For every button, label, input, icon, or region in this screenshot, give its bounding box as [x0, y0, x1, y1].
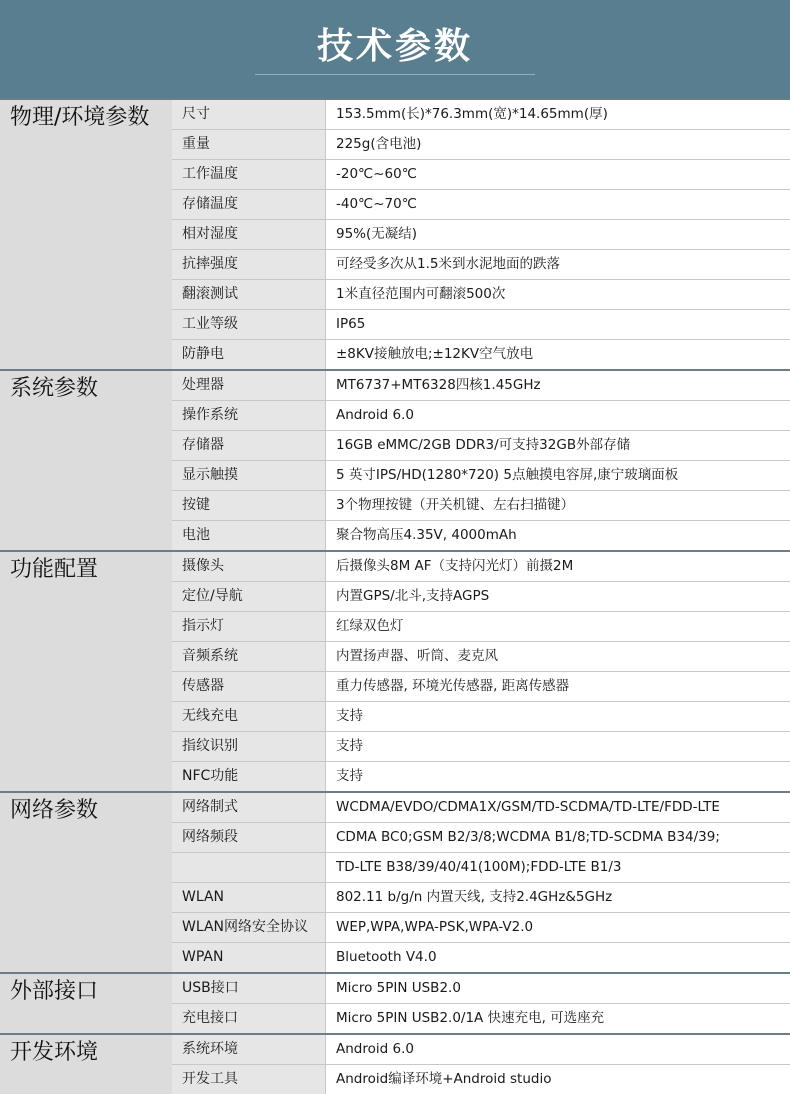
spec-key: 网络频段 — [172, 823, 326, 852]
spec-row — [172, 883, 790, 913]
spec-value: 225g(含电池) — [326, 130, 790, 159]
spec-row — [172, 642, 790, 672]
group-rows — [172, 552, 790, 791]
spec-key: 电池 — [172, 521, 326, 550]
spec-value: 重力传感器, 环境光传感器, 距离传感器 — [326, 672, 790, 701]
spec-value: 支持 — [326, 702, 790, 731]
spec-row — [172, 310, 790, 340]
spec-row — [172, 100, 790, 130]
spec-value: Micro 5PIN USB2.0/1A 快速充电, 可选座充 — [326, 1004, 790, 1033]
spec-group — [0, 98, 790, 369]
spec-value: WEP,WPA,WPA-PSK,WPA-V2.0 — [326, 913, 790, 942]
spec-value: 16GB eMMC/2GB DDR3/可支持32GB外部存储 — [326, 431, 790, 460]
spec-value: ±8KV接触放电;±12KV空气放电 — [326, 340, 790, 369]
group-label: 功能配置 — [0, 552, 172, 791]
page-title: 技术参数 — [316, 26, 473, 67]
spec-group — [0, 550, 790, 791]
spec-key: 按键 — [172, 491, 326, 520]
spec-key: 重量 — [172, 130, 326, 159]
spec-key: 操作系统 — [172, 401, 326, 430]
spec-row — [172, 672, 790, 702]
spec-group — [0, 369, 790, 550]
spec-value: 支持 — [326, 732, 790, 761]
spec-row — [172, 793, 790, 823]
group-label: 网络参数 — [0, 793, 172, 972]
spec-key: 显示触摸 — [172, 461, 326, 490]
spec-value: IP65 — [326, 310, 790, 339]
spec-key — [172, 853, 326, 882]
spec-key: 防静电 — [172, 340, 326, 369]
spec-row — [172, 823, 790, 853]
spec-value: Bluetooth V4.0 — [326, 943, 790, 972]
spec-row — [172, 160, 790, 190]
spec-key: 开发工具 — [172, 1065, 326, 1094]
spec-value: CDMA BC0;GSM B2/3/8;WCDMA B1/8;TD-SCDMA B34/39; — [326, 823, 790, 852]
title-underline-decoration — [255, 74, 535, 75]
spec-key: USB接口 — [172, 974, 326, 1003]
spec-key: 无线充电 — [172, 702, 326, 731]
spec-key: 存储温度 — [172, 190, 326, 219]
spec-value: MT6737+MT6328四核1.45GHz — [326, 371, 790, 400]
spec-key: 网络制式 — [172, 793, 326, 822]
spec-key: 尺寸 — [172, 100, 326, 129]
group-label: 开发环境 — [0, 1035, 172, 1094]
spec-row — [172, 1004, 790, 1033]
spec-key: NFC功能 — [172, 762, 326, 791]
spec-group — [0, 972, 790, 1033]
spec-key: WLAN — [172, 883, 326, 912]
spec-value: 可经受多次从1.5米到水泥地面的跌落 — [326, 250, 790, 279]
spec-row — [172, 130, 790, 160]
spec-row — [172, 401, 790, 431]
group-rows — [172, 1035, 790, 1094]
spec-table — [0, 98, 790, 1094]
spec-row — [172, 974, 790, 1004]
spec-row — [172, 1065, 790, 1094]
spec-value: 3个物理按键（开关机键、左右扫描键） — [326, 491, 790, 520]
spec-value: 153.5mm(长)*76.3mm(宽)*14.65mm(厚) — [326, 100, 790, 129]
spec-value: WCDMA/EVDO/CDMA1X/GSM/TD-SCDMA/TD-LTE/FDD-LTE — [326, 793, 790, 822]
spec-value: Android编译环境+Android studio — [326, 1065, 790, 1094]
spec-row — [172, 461, 790, 491]
spec-row — [172, 340, 790, 369]
group-label: 物理/环境参数 — [0, 100, 172, 369]
spec-value: 802.11 b/g/n 内置天线, 支持2.4GHz&5GHz — [326, 883, 790, 912]
spec-key: 工业等级 — [172, 310, 326, 339]
spec-row — [172, 913, 790, 943]
spec-row — [172, 612, 790, 642]
spec-row — [172, 732, 790, 762]
spec-key: WPAN — [172, 943, 326, 972]
spec-row — [172, 943, 790, 972]
spec-key: 处理器 — [172, 371, 326, 400]
spec-row — [172, 250, 790, 280]
spec-key: 充电接口 — [172, 1004, 326, 1033]
group-rows — [172, 793, 790, 972]
spec-row — [172, 190, 790, 220]
spec-key: WLAN网络安全协议 — [172, 913, 326, 942]
spec-row — [172, 431, 790, 461]
spec-row — [172, 371, 790, 401]
spec-row — [172, 521, 790, 550]
group-rows — [172, 371, 790, 550]
spec-value: 95%(无凝结) — [326, 220, 790, 249]
spec-value: Android 6.0 — [326, 401, 790, 430]
spec-row — [172, 702, 790, 732]
spec-value: Micro 5PIN USB2.0 — [326, 974, 790, 1003]
spec-row — [172, 762, 790, 791]
spec-key: 翻滚测试 — [172, 280, 326, 309]
spec-key: 抗摔强度 — [172, 250, 326, 279]
spec-value: 后摄像头8M AF（支持闪光灯）前摄2M — [326, 552, 790, 581]
group-label: 外部接口 — [0, 974, 172, 1033]
spec-value: 支持 — [326, 762, 790, 791]
spec-key: 工作温度 — [172, 160, 326, 189]
spec-row — [172, 1035, 790, 1065]
header-banner — [0, 0, 790, 98]
spec-value: -20℃~60℃ — [326, 160, 790, 189]
spec-value: Android 6.0 — [326, 1035, 790, 1064]
spec-value: TD-LTE B38/39/40/41(100M);FDD-LTE B1/3 — [326, 853, 790, 882]
spec-value: 红绿双色灯 — [326, 612, 790, 641]
spec-row — [172, 582, 790, 612]
spec-value: 聚合物高压4.35V, 4000mAh — [326, 521, 790, 550]
spec-row — [172, 280, 790, 310]
spec-key: 相对湿度 — [172, 220, 326, 249]
group-rows — [172, 974, 790, 1033]
spec-key: 指纹识别 — [172, 732, 326, 761]
spec-key: 存储器 — [172, 431, 326, 460]
spec-key: 音频系统 — [172, 642, 326, 671]
spec-group — [0, 1033, 790, 1094]
group-label: 系统参数 — [0, 371, 172, 550]
spec-key: 摄像头 — [172, 552, 326, 581]
spec-key: 定位/导航 — [172, 582, 326, 611]
spec-value: 内置扬声器、听筒、麦克风 — [326, 642, 790, 671]
spec-row — [172, 491, 790, 521]
spec-row — [172, 552, 790, 582]
spec-key: 系统环境 — [172, 1035, 326, 1064]
spec-value: -40℃~70℃ — [326, 190, 790, 219]
spec-key: 指示灯 — [172, 612, 326, 641]
spec-value: 内置GPS/北斗,支持AGPS — [326, 582, 790, 611]
group-rows — [172, 100, 790, 369]
spec-value: 1米直径范围内可翻滚500次 — [326, 280, 790, 309]
spec-key: 传感器 — [172, 672, 326, 701]
spec-row — [172, 853, 790, 883]
spec-value: 5 英寸IPS/HD(1280*720) 5点触摸电容屏,康宁玻璃面板 — [326, 461, 790, 490]
spec-group — [0, 791, 790, 972]
spec-row — [172, 220, 790, 250]
